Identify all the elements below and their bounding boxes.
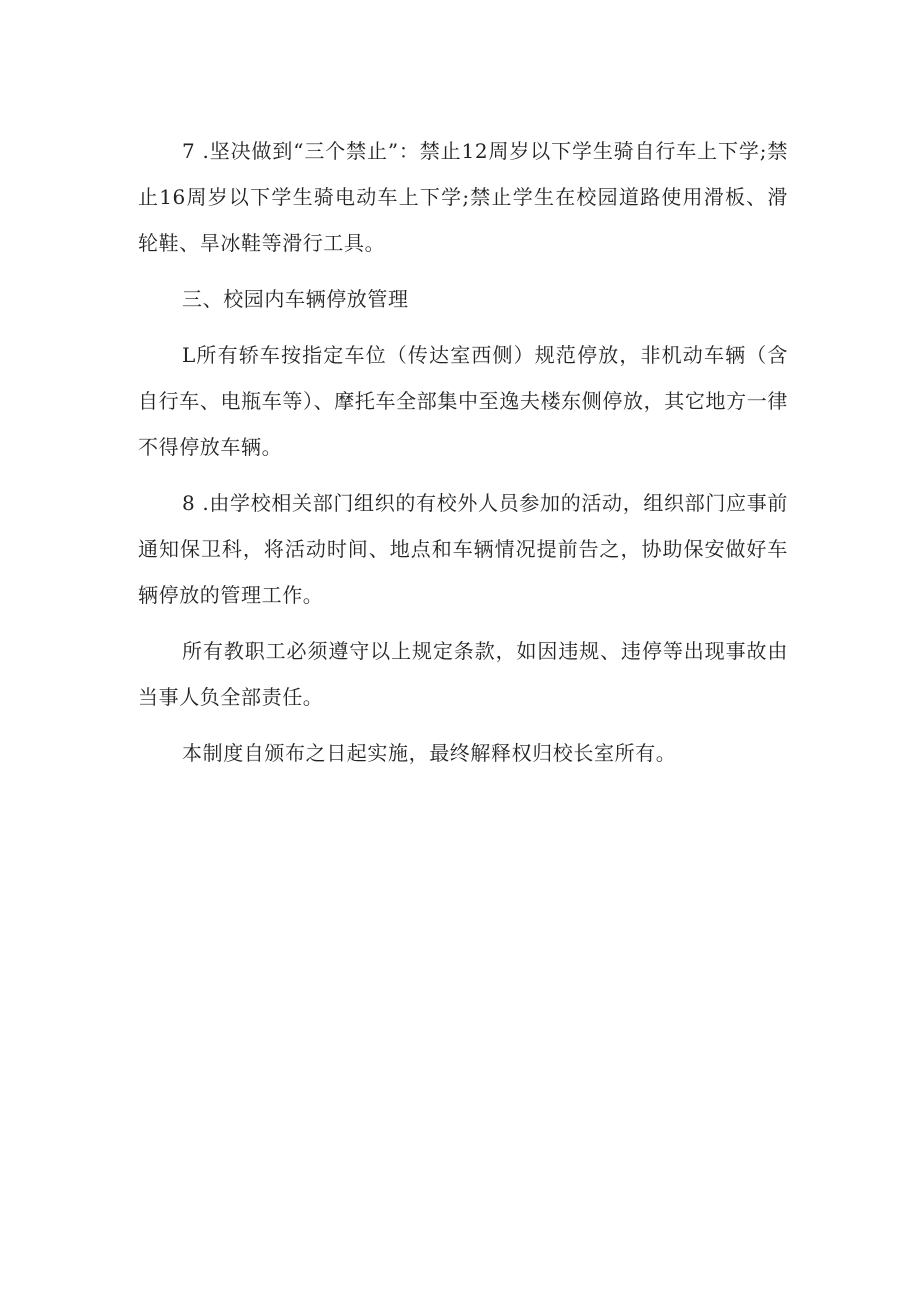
section-heading-vehicle-parking: 三、校园内车辆停放管理 [182, 287, 409, 311]
document-body [138, 128, 788, 776]
paragraph-rule-7: 7 .坚决做到“三个禁止”：禁止12周岁以下学生骑自行车上下学;禁止16周岁以下学生骑电动车上下学;禁止学生在校园道路使用滑板、滑轮鞋、旱冰鞋等滑行工具。 [138, 139, 788, 255]
paragraph-effective-date: 本制度自颁布之日起实施，最终解释权归校长室所有。 [182, 741, 677, 765]
paragraph-parking-rule-1: L所有轿车按指定车位（传达室西侧）规范停放，非机动车辆（含自行车、电瓶车等）、摩托车全部集中至逸夫楼东侧停放，其它地方一律不得停放车辆。 [138, 343, 788, 459]
paragraph-rule-8: 8 .由学校相关部门组织的有校外人员参加的活动，组织部门应事前通知保卫科，将活动时间、地点和车辆情况提前告之，协助保安做好车辆停放的管理工作。 [138, 491, 788, 607]
paragraph-staff-compliance: 所有教职工必须遵守以上规定条款，如因违规、违停等出现事故由当事人负全部责任。 [138, 639, 788, 709]
